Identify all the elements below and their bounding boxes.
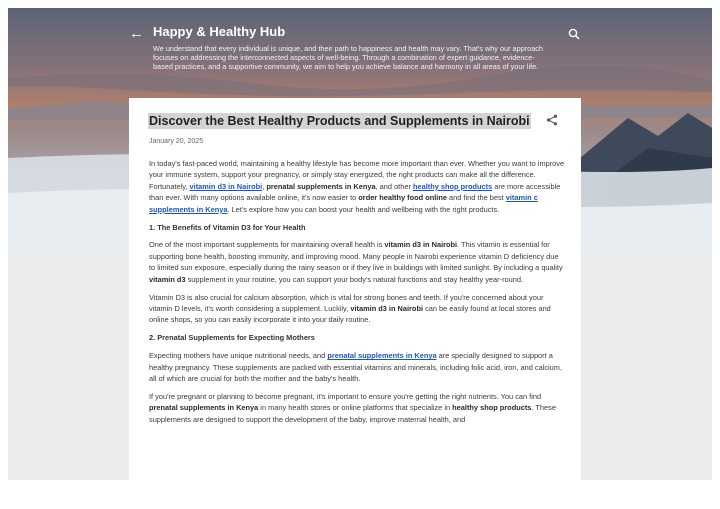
bold-text: vitamin d3 in Nairobi	[384, 240, 458, 250]
text: . These supplements are designed to support the development of the baby, improve maternal health, and	[149, 403, 556, 424]
text: and find the best	[447, 193, 506, 203]
back-button[interactable]	[129, 26, 145, 42]
post-card	[129, 98, 581, 480]
text: are more accessible than ever. With many options available online, it's now easier to	[149, 181, 561, 203]
search-icon	[568, 28, 580, 40]
text: Expecting mothers have unique nutritional needs, and	[149, 351, 328, 361]
paragraph	[149, 239, 565, 285]
section-heading-prenatal: 2. Prenatal Supplements for Expecting Mothers	[149, 333, 315, 343]
bold-text: order healthy food online	[358, 193, 447, 203]
text: . Let's explore how you can boost your health and wellbeing with the right products.	[227, 204, 500, 214]
intro-paragraph	[149, 158, 565, 215]
bold-text: healthy shop products	[452, 403, 532, 413]
post-title: Discover the Best Healthy Products and Supplements in Nairobi	[149, 114, 530, 128]
blog-description: We understand that every individual is unique, and their path to happiness and health may vary. That's why our approach focuses on addressing the interconnected aspects of well-being. Through a combination of expert guidance, evidence-based practices, and a supportive community, we aim to help you achieve balance and harmony in all areas of your life.	[153, 44, 543, 72]
text: in many health stores or online platforms that specialize in	[258, 403, 453, 413]
paragraph	[149, 391, 565, 425]
text: supplement in your routine, you can support your body's natural functions and stay healthy year-round.	[185, 274, 524, 284]
text: Vitamin D3 is also crucial for calcium absorption, which is vital for strong bones and teeth. If you're concerned about your vitamin D levels, it's worth considering a supplement. Luckily,	[149, 292, 544, 313]
section-heading-vitamin-d3: 1. The Benefits of Vitamin D3 for Your Health	[149, 222, 306, 232]
bold-text: vitamin d3 in Nairobi	[350, 303, 424, 313]
text: . This vitamin is essential for supporting bone health, boosting immunity, and improving mood. Many people in Nairobi experience vitamin D deficiency due to limited sun exposure, especially during the rainy season or if they live in buildings with limited sunlight. By including a quality	[149, 240, 563, 273]
text: If you're pregnant or planning to become pregnant, it's important to ensure you're getting the right nutrients. You can find	[149, 391, 542, 401]
link-vitamin-c-kenya[interactable]: vitamin c supplements in Kenya	[149, 193, 538, 214]
share-icon	[546, 114, 558, 126]
share-button[interactable]	[546, 113, 560, 127]
search-button[interactable]	[568, 27, 582, 41]
text: One of the most important supplements for maintaining overall health is	[149, 240, 385, 250]
bold-text: vitamin d3	[149, 274, 186, 284]
page-footer-gap	[0, 480, 720, 509]
text: are specially designed to support a healthy pregnancy. These supplements are packed with essential vitamins and minerals, including folic acid, iron, and calcium, all of which are crucial for both the mother and the baby's health.	[149, 351, 562, 383]
paragraph	[149, 350, 565, 384]
arrow-left-icon: ←	[129, 25, 144, 42]
link-prenatal-supplements-kenya[interactable]: prenatal supplements in Kenya	[327, 351, 437, 361]
bold-text: prenatal supplements in Kenya	[149, 403, 259, 413]
post-body	[149, 158, 565, 432]
post-date: January 20, 2025	[149, 138, 204, 145]
paragraph	[149, 292, 565, 326]
blog-title[interactable]: Happy & Healthy Hub	[153, 24, 286, 39]
text: can be easily found at local stores and online shops, so you can easily incorporate it into your daily routine.	[149, 303, 551, 325]
link-vitamin-d3-nairobi[interactable]: vitamin d3 in Nairobi	[189, 181, 263, 191]
blog-header	[8, 8, 712, 98]
text: In today's fast-paced world, maintaining a healthy lifestyle has become more important than ever. Whether you want to improve your immune system, support your pregnancy, or simply stay energized, the right products can make all the difference. Fortunately,	[149, 159, 565, 191]
text: ,	[262, 181, 267, 191]
bold-text: prenatal supplements in Kenya	[266, 181, 376, 191]
text: , and other	[375, 181, 413, 191]
link-healthy-shop-products[interactable]: healthy shop products	[412, 181, 493, 191]
